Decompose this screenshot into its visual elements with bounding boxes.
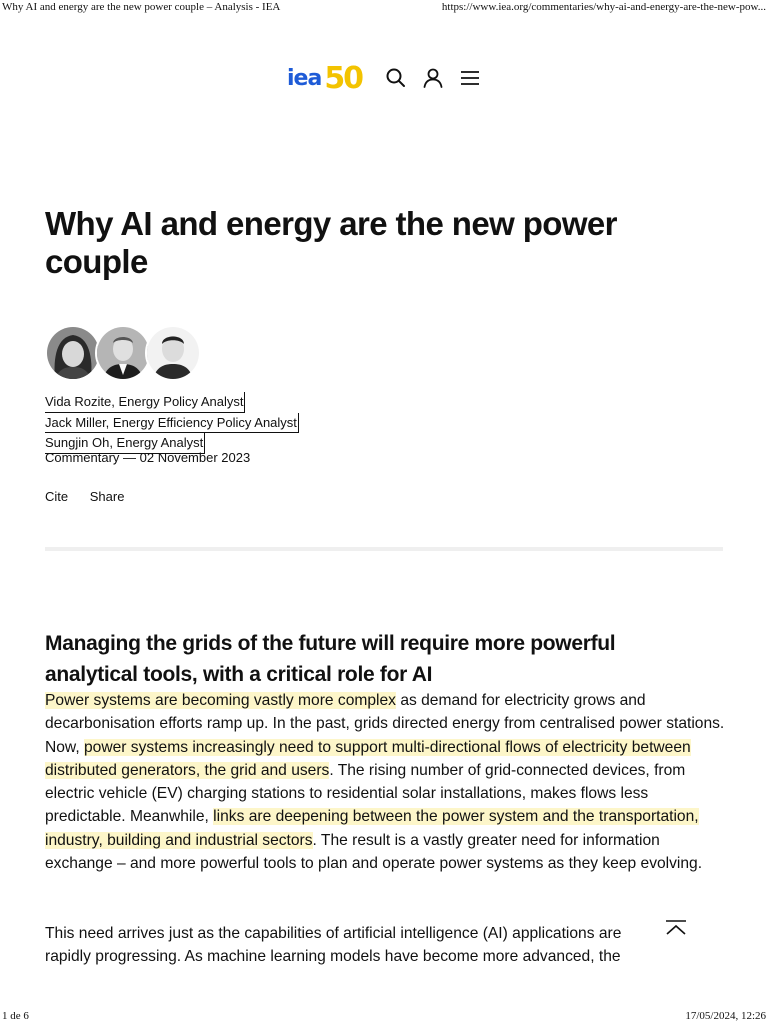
body-paragraph-1 [45, 689, 725, 875]
search-icon[interactable] [384, 66, 408, 90]
section-divider [45, 547, 723, 551]
paragraph-text: . The rising number of grid-connected devices, from electric vehicle (EV) charging stations to residential solar installations, makes flows less predictable. Meanwhile, [45, 761, 686, 826]
cite-button[interactable]: Cite [45, 489, 69, 504]
highlighted-text: Power systems are becoming vastly more complex [45, 692, 396, 709]
logo-50-text: 50 [324, 60, 363, 96]
body-paragraph-2: This need arrives just as the capabilities of artificial intelligence (AI) applications are rapidly progressing. As machine learning models have become more advanced, the [45, 925, 622, 966]
chevron-up-icon[interactable] [664, 919, 688, 937]
print-datetime: 17/05/2024, 12:26 [685, 1010, 766, 1022]
print-page-title: Why AI and energy are the new power couple – Analysis - IEA [2, 1, 281, 13]
menu-icon[interactable] [458, 66, 482, 90]
share-button[interactable]: Share [89, 489, 125, 504]
site-header [0, 60, 768, 96]
avatar[interactable] [95, 325, 151, 381]
page-title: Why AI and energy are the new power couple [45, 205, 617, 280]
paragraph-text: . The result is a vastly greater need for information exchange – and more powerful tools to plan and operate power systems as they keep evolving. [45, 831, 703, 873]
article-actions [45, 489, 142, 504]
author-link-jack-miller[interactable]: Jack Miller, Energy Efficiency Policy Analyst [45, 413, 299, 434]
article-meta: Commentary — 02 November 2023 [45, 450, 251, 465]
iea-50-logo[interactable] [287, 60, 362, 96]
logo-iea-text: iea [287, 65, 322, 91]
avatar[interactable] [45, 325, 101, 381]
highlighted-text: power systems increasingly need to support multi-directional flows of electricity between distributed generators, the grid and users [45, 738, 691, 779]
print-url: https://www.iea.org/commentaries/why-ai-and-energy-are-the-new-pow... [441, 1, 766, 13]
author-link-sungjin-oh[interactable]: Sungjin Oh, Energy Analyst [45, 433, 205, 454]
user-icon[interactable] [421, 66, 445, 90]
author-link-vida-rozite[interactable]: Vida Rozite, Energy Policy Analyst [45, 392, 245, 413]
print-page-number: 1 de 6 [2, 1010, 29, 1022]
print-header [0, 1, 768, 15]
avatar[interactable] [145, 325, 201, 381]
print-footer [0, 1010, 768, 1024]
highlighted-text: links are deepening between the power system and the transportation, industry, building and industrial sectors [45, 808, 699, 849]
author-list [45, 392, 299, 454]
paragraph-text: as demand for electricity grows and decarbonisation efforts ramp up. In the past, grids directed energy from centralised power stations. Now, [45, 692, 725, 756]
section-heading: Managing the grids of the future will require more powerful analytical tools, with a critical role for AI [45, 632, 616, 686]
